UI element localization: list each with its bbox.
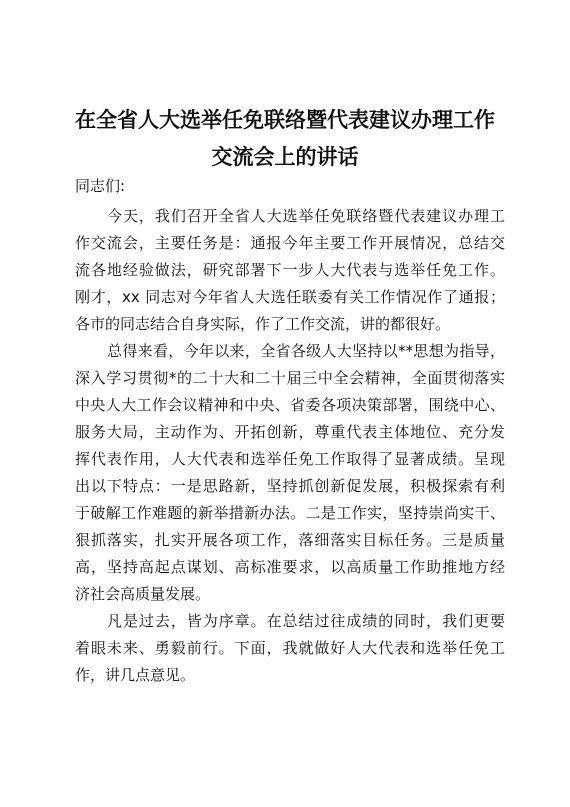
paragraph-2-line: 总得来看，今年以来，全省各级人大坚持以**思想为指导， (107, 342, 505, 360)
paragraph-1-line: 作交流会，主要任务是：通报今年主要工作开展情况，总结交 (75, 234, 505, 252)
paragraph-2-line: 高，坚持高起点谋划、高标准要求，以高质量工作助推地方经 (75, 558, 505, 576)
paragraph-2-line: 挥代表作用，人大代表和选举任免工作取得了显著成绩。呈现 (75, 450, 505, 468)
paragraph-1-line: 各市的同志结合自身实际，作了工作交流，讲的都很好。 (75, 315, 451, 333)
paragraph-2-line: 于破解工作难题的新举措新办法。二是工作实，坚持崇尚实干、 (75, 504, 505, 522)
document-title-line-1: 在全省人大选举任免联络暨代表建议办理工作 (75, 108, 495, 132)
paragraph-1-line: 刚才，xx 同志对今年省人大选任联委有关工作情况作了通报； (75, 288, 505, 306)
document-title-line-2: 交流会上的讲话 (211, 145, 359, 169)
paragraph-2-line: 出以下特点：一是思路新，坚持抓创新促发展，积极探索有利 (75, 477, 505, 495)
paragraph-1-line: 今天，我们召开全省人大选举任免联络暨代表建议办理工 (107, 207, 505, 225)
paragraph-1-line: 流各地经验做法，研究部署下一步人大代表与选举任免工作。 (75, 261, 505, 279)
paragraph-3-line: 凡是过去，皆为序章。在总结过往成绩的同时，我们更要 (107, 612, 505, 630)
paragraph-2-line: 中央人大工作会议精神和中央、省委各项决策部署，围绕中心、 (75, 396, 505, 414)
paragraph-2-line: 深入学习贯彻*的二十大和二十届三中全会精神，全面贯彻落实 (75, 369, 505, 387)
paragraph-3-line: 作，讲几点意见。 (75, 666, 196, 684)
paragraph-2-line: 狠抓落实，扎实开展各项工作，落细落实目标任务。三是质量 (75, 531, 505, 549)
paragraph-2-line: 济社会高质量发展。 (75, 585, 211, 603)
salutation: 同志们: (75, 177, 126, 195)
paragraph-2-line: 服务大局，主动作为、开拓创新，尊重代表主体地位、充分发 (75, 423, 505, 441)
paragraph-3-line: 着眼未来、勇毅前行。下面，我就做好人大代表和选举任免工 (75, 639, 505, 657)
